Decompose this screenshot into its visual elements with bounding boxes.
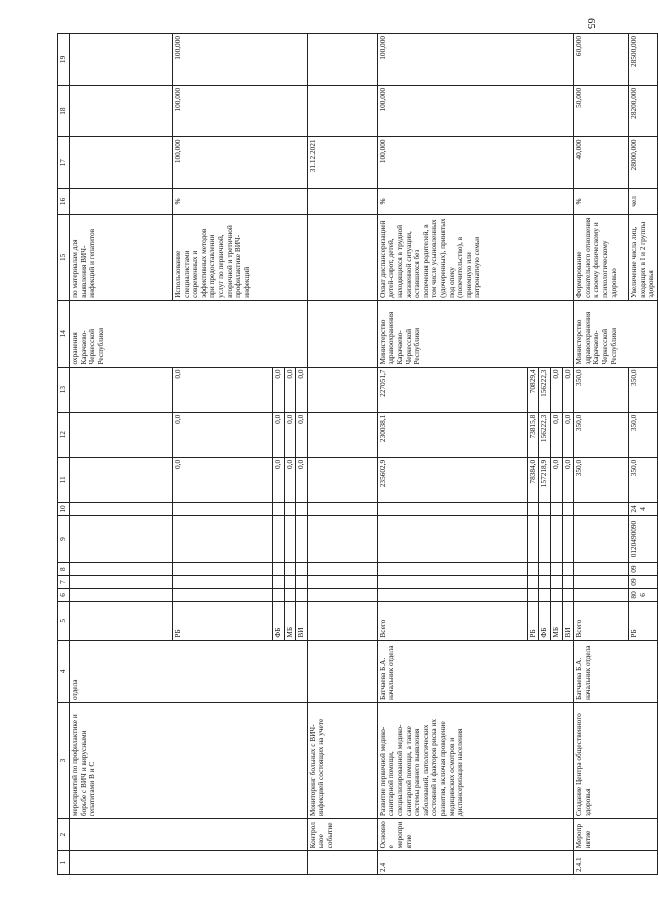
cell-agency: Министерство здравоохранения Карачаево-Черкесской Республики (377, 300, 573, 367)
cell-empty (296, 588, 308, 601)
cell-value: 0,0 (284, 457, 296, 502)
cell-source: ФБ (273, 601, 285, 640)
cell-value: 157218,9 (539, 457, 551, 502)
header-cell: 12 (58, 412, 70, 457)
cell-value: 0,0 (173, 457, 273, 502)
cell-empty (70, 367, 173, 412)
cell-value: 100,000 (377, 34, 573, 86)
cell-value: 60,000 (574, 34, 629, 86)
header-row (58, 34, 70, 875)
cell-empty (377, 515, 527, 562)
program-table (57, 33, 658, 875)
cell-empty (70, 601, 173, 640)
cell-empty (574, 588, 629, 601)
cell-value: 227051,7 (377, 367, 527, 412)
page-number: 65 (585, 18, 597, 29)
header-cell: 11 (58, 457, 70, 502)
header-cell: 4 (58, 640, 70, 702)
cell-empty (527, 576, 539, 589)
cell-empty (273, 515, 285, 562)
cell-empty (70, 588, 173, 601)
cell-value: 100,000 (173, 85, 308, 137)
cell-empty (296, 503, 308, 516)
cell-name: Развитие первичной медико-санитарной помощи, специализированной медико-санитарной помощи, а также системы раннего выявления заболеваний, патологических состояний и факторов риска их развития, включая проведение медицинских осмотров и диспансеризации населения (377, 702, 573, 818)
cell-empty (307, 601, 377, 640)
header-cell: 3 (58, 702, 70, 818)
header-cell: 2 (58, 819, 70, 851)
cell-num: 2.4.1 (574, 851, 658, 875)
cell-value: 350,0 (574, 412, 629, 457)
cell-empty (70, 85, 173, 137)
cell-code: 244 (629, 503, 658, 516)
cell-value: 230038,1 (377, 412, 527, 457)
cell-empty (307, 34, 377, 86)
cell-empty (527, 588, 539, 601)
cell-empty (307, 457, 377, 502)
cell-name: мероприятий по профилактике и борьбе с ВИЧ и вирусными гепатитами В и С (70, 702, 308, 818)
cell-value: 0,0 (173, 367, 273, 412)
cell-source: РБ (527, 601, 539, 640)
cell-unit: % (574, 189, 629, 215)
cell-source: Всего (377, 601, 527, 640)
rotated-table-wrapper (57, 33, 656, 875)
cell-value: 0,0 (550, 412, 562, 457)
cell-empty (539, 515, 551, 562)
header-cell: 7 (58, 576, 70, 589)
cell-value: 78384,0 (527, 457, 539, 502)
cell-value: 28200,000 (629, 85, 658, 137)
cell-empty (307, 300, 377, 367)
cell-value: 0,0 (273, 367, 285, 412)
cell-value: 0,0 (173, 412, 273, 457)
cell-empty (284, 588, 296, 601)
cell-empty (527, 563, 539, 576)
cell-num (307, 851, 377, 875)
cell-empty (70, 515, 173, 562)
cell-empty (539, 576, 551, 589)
cell-value: 28000,000 (629, 137, 658, 189)
cell-empty (70, 189, 173, 215)
cell-empty (539, 563, 551, 576)
cell-source: ВИ (296, 601, 308, 640)
cell-value: 350,0 (629, 367, 658, 412)
cell-source: ВИ (562, 601, 574, 640)
cell-empty (70, 457, 173, 502)
header-cell: 14 (58, 300, 70, 367)
header-cell: 16 (58, 189, 70, 215)
cell-label: Основное мероприятие (377, 819, 573, 851)
cell-label: Контрольное событие (307, 819, 377, 851)
cell-empty (307, 367, 377, 412)
cell-empty (377, 563, 527, 576)
cell-value: 350,0 (629, 412, 658, 457)
cell-value: 73815,8 (527, 412, 539, 457)
cell-empty (307, 515, 377, 562)
cell-empty (539, 588, 551, 601)
cell-empty (273, 576, 285, 589)
cell-empty (273, 503, 285, 516)
header-cell: 19 (58, 34, 70, 86)
cell-empty (574, 576, 629, 589)
cell-num (70, 851, 308, 875)
cell-value: 100,000 (377, 85, 573, 137)
cell-value: 40,000 (574, 137, 629, 189)
cell-empty (550, 503, 562, 516)
cell-value: 100,000 (377, 137, 573, 189)
cell-value: 156222,3 (539, 367, 551, 412)
cell-empty (574, 563, 629, 576)
cell-empty (550, 515, 562, 562)
cell-code: 806 (629, 588, 658, 601)
cell-source: РБ (629, 601, 658, 640)
cell-value: 235602,9 (377, 457, 527, 502)
header-cell: 9 (58, 515, 70, 562)
cell-empty (284, 563, 296, 576)
cell-value: 0,0 (296, 367, 308, 412)
table-row (70, 34, 173, 875)
cell-empty (307, 214, 377, 300)
header-cell: 5 (58, 601, 70, 640)
header-cell: 6 (58, 588, 70, 601)
cell-indicator: Охват диспансеризацией детей-сирот, детей, находящихся в трудной жизненной ситуации, оставшихся без попечения родителей, в том числе усыновленных (удочеренных), принятых под опеку (попечительство), в приемную или патронатную семьи (377, 214, 573, 300)
cell-empty (296, 576, 308, 589)
cell-empty (70, 137, 173, 189)
cell-value: 100,000 (173, 137, 308, 189)
cell-empty (574, 515, 629, 562)
cell-executor: Батчаева Б.А. начальник отдела (574, 640, 658, 702)
cell-empty (296, 563, 308, 576)
cell-value: 0,0 (562, 367, 574, 412)
cell-empty (70, 503, 173, 516)
table-row (307, 34, 377, 875)
header-cell: 18 (58, 85, 70, 137)
cell-empty (377, 503, 527, 516)
cell-value: 0,0 (273, 457, 285, 502)
cell-empty (70, 563, 173, 576)
cell-source: РБ (173, 601, 273, 640)
cell-num: 2.4 (377, 851, 573, 875)
cell-value: 0,0 (562, 412, 574, 457)
cell-executor: Батчаева Б.А. начальник отдела (377, 640, 573, 702)
cell-date: 31.12.2021 (307, 137, 377, 189)
cell-empty (562, 588, 574, 601)
cell-empty (70, 34, 173, 86)
cell-empty (562, 563, 574, 576)
cell-code: 0120490090 (629, 515, 658, 562)
cell-value: 50,000 (574, 85, 629, 137)
cell-indicator: Увеличение числа лиц, входящих в I и 2 группы здоровья (629, 214, 658, 300)
cell-empty (70, 576, 173, 589)
header-cell: 13 (58, 367, 70, 412)
cell-indicator: по материалам для выявления ВИЧ-инфекций и гепатитов (70, 214, 173, 300)
cell-label (70, 819, 308, 851)
cell-value: 0,0 (562, 457, 574, 502)
header-cell: 8 (58, 563, 70, 576)
cell-value: 156222,3 (539, 412, 551, 457)
cell-empty (307, 189, 377, 215)
cell-empty (284, 503, 296, 516)
cell-empty (173, 503, 273, 516)
cell-empty (273, 588, 285, 601)
cell-empty (307, 576, 377, 589)
cell-executor: отдела (70, 640, 308, 702)
cell-value: 350,0 (574, 367, 629, 412)
cell-label: Мероприятие (574, 819, 658, 851)
cell-agency: Министерство здравоохранения Карачаево-Черкесской Республики (574, 300, 658, 367)
cell-empty (539, 503, 551, 516)
cell-value: 0,0 (273, 412, 285, 457)
cell-value: 350,0 (574, 457, 629, 502)
cell-empty (284, 515, 296, 562)
cell-empty (550, 588, 562, 601)
cell-source: Всего (574, 601, 629, 640)
cell-indicator: Формирование сознательного отношения к своему физическому и психологическому здоровью (574, 214, 629, 300)
cell-name: Создание Центра общественного здоровья (574, 702, 658, 818)
cell-empty (284, 576, 296, 589)
cell-empty (307, 412, 377, 457)
header-cell: 15 (58, 214, 70, 300)
cell-unit: % (173, 189, 308, 215)
cell-empty (562, 515, 574, 562)
cell-empty (273, 563, 285, 576)
cell-value: 0,0 (284, 367, 296, 412)
cell-value: 70829,4 (527, 367, 539, 412)
cell-empty (70, 412, 173, 457)
cell-empty (307, 563, 377, 576)
cell-empty (173, 515, 273, 562)
cell-empty (296, 515, 308, 562)
cell-value: 350,0 (629, 457, 658, 502)
cell-unit: чел (629, 189, 658, 215)
cell-empty (550, 576, 562, 589)
cell-value: 0,0 (550, 457, 562, 502)
table-row (377, 34, 527, 875)
cell-empty (574, 503, 629, 516)
cell-empty (173, 576, 273, 589)
cell-value: 0,0 (550, 367, 562, 412)
cell-value: 100,000 (173, 34, 308, 86)
cell-value: 0,0 (284, 412, 296, 457)
cell-empty (307, 503, 377, 516)
cell-code: 09 (629, 563, 658, 576)
cell-empty (527, 515, 539, 562)
cell-empty (527, 503, 539, 516)
header-cell: 10 (58, 503, 70, 516)
cell-empty (562, 503, 574, 516)
cell-empty (307, 85, 377, 137)
cell-unit: % (377, 189, 573, 215)
cell-source: МБ (550, 601, 562, 640)
cell-source: ФБ (539, 601, 551, 640)
header-cell: 1 (58, 851, 70, 875)
cell-empty (173, 563, 273, 576)
cell-agency: охранения Карачаево-Черкесской Республики (70, 300, 308, 367)
cell-source: МБ (284, 601, 296, 640)
cell-value: 0,0 (296, 457, 308, 502)
cell-value: 28500,000 (629, 34, 658, 86)
cell-empty (377, 588, 527, 601)
cell-indicator: Использование специалистами современных и эффективных методов при предоставлении услуг по первичной, вторичной и третичной профилактике ВИЧ-инфекций (173, 214, 308, 300)
header-cell: 17 (58, 137, 70, 189)
cell-code: 09 (629, 576, 658, 589)
cell-value: 0,0 (296, 412, 308, 457)
cell-empty (562, 576, 574, 589)
table-row (574, 34, 629, 875)
cell-empty (377, 576, 527, 589)
cell-empty (307, 588, 377, 601)
cell-name: Мониторинг больных с ВИЧ-инфекцией состоящих на учете (307, 702, 377, 818)
cell-empty (550, 563, 562, 576)
cell-empty (173, 588, 273, 601)
cell-empty (307, 640, 377, 702)
